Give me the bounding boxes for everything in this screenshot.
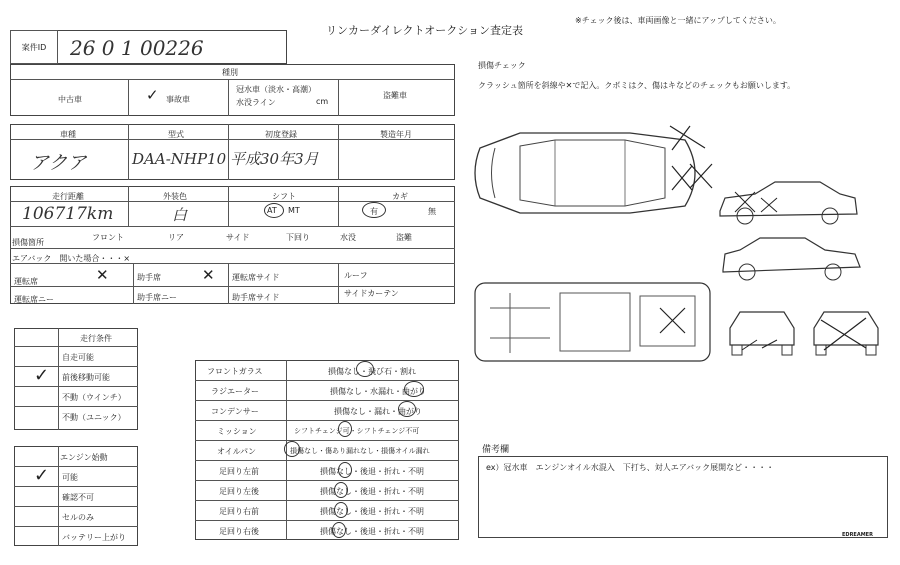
mileage-sep-1 — [128, 186, 129, 226]
engine-row-2 — [14, 486, 138, 487]
airbag-grid-mid — [10, 286, 455, 287]
used-car-option: 中古車 — [58, 95, 82, 104]
driving-row-2 — [14, 366, 138, 367]
windshield-circle — [356, 361, 374, 377]
remarks-text: ex）冠水車 エンジンオイル水混入 下打ち、対人エアバック展開など・・・・ — [486, 463, 775, 472]
damage-check-instruction: クラッシュ箇所を斜線や✕で記入。クボミはク、傷はキなどのチェックもお願いします。 — [478, 81, 796, 90]
part-name: ミッション — [217, 427, 257, 436]
category-sep-1 — [128, 79, 129, 116]
part-name: 足回り右後 — [219, 527, 259, 536]
airbag-passenger-mark: ✕ — [202, 266, 215, 284]
type-value: DAA-NHP10 — [132, 150, 227, 168]
remarks-title: 備考欄 — [482, 445, 510, 455]
driving-winch: 不動（ウインチ） — [62, 393, 126, 402]
driving-self: 自走可能 — [62, 353, 94, 362]
parts-row-5 — [195, 460, 459, 461]
part-options: 損傷なし・後退・折れ・不明 — [320, 467, 424, 476]
damage-area-label: 損傷箇所 — [12, 238, 44, 247]
category-sep-3 — [338, 79, 339, 116]
parts-row-8 — [195, 520, 459, 521]
airbag-driver-knee: 運転席ニー — [14, 295, 54, 304]
type-header: 型式 — [168, 130, 184, 139]
first-reg-value: 平成30年3月 — [230, 150, 319, 168]
car-side-view-left — [715, 176, 865, 231]
engine-possible: 可能 — [62, 473, 78, 482]
driving-check-mark: ✓ — [34, 365, 50, 386]
mileage-header: 走行距離 — [52, 192, 84, 201]
driving-header: 走行条件 — [80, 334, 112, 343]
vehicle-sep-1 — [128, 124, 129, 180]
part-name: オイルパン — [217, 447, 257, 456]
driving-row-4 — [14, 406, 138, 407]
footer-logo: EDREAMER — [842, 532, 873, 538]
parts-row-7 — [195, 500, 459, 501]
driving-col — [58, 328, 59, 430]
damage-under: 下回り — [286, 233, 310, 242]
engine-unknown: 確認不可 — [62, 493, 94, 502]
vehicle-sep-3 — [338, 124, 339, 180]
part-name: 足回り右前 — [219, 507, 259, 516]
first-reg-header: 初度登録 — [265, 130, 297, 139]
susp-rf-circle — [334, 502, 348, 518]
shift-at: AT — [267, 206, 277, 215]
part-options: 損傷なし・傷あり漏れなし・損傷オイル漏れ — [290, 447, 430, 455]
part-options: シフトチェンジ可・シフトチェンジ不可 — [294, 427, 420, 435]
sheet-title: リンカーダイレクトオークション査定表 — [326, 24, 524, 37]
mileage-sep-2 — [228, 186, 229, 226]
part-options: 損傷なし・後退・折れ・不明 — [320, 527, 424, 536]
airbag-roof: ルーフ — [344, 271, 368, 280]
color-header: 外装色 — [163, 192, 187, 201]
stolen-car-option: 盗難車 — [383, 91, 407, 100]
airbag-sep-1 — [133, 263, 134, 304]
airbag-line — [10, 248, 455, 249]
damage-check-title: 損傷チェック — [478, 61, 526, 70]
airbag-title: エアバック 開いた場合・・・× — [12, 254, 131, 263]
car-rear-view — [722, 300, 802, 360]
susp-rr-circle — [332, 522, 346, 538]
part-name: 足回り左後 — [219, 487, 259, 496]
category-divider — [10, 79, 455, 80]
car-front-view — [806, 300, 886, 360]
part-name: 足回り左前 — [219, 467, 259, 476]
engine-row-3 — [14, 506, 138, 507]
accident-car-option: 事故車 — [166, 95, 190, 104]
susp-lr-circle — [334, 482, 348, 498]
flood-line-label: 水没ライン — [236, 98, 276, 107]
airbag-sep-2 — [228, 263, 229, 304]
condenser-circle — [398, 401, 416, 417]
part-options: 損傷なし・水漏れ・曲がり — [330, 387, 426, 396]
mileage-value: 106717km — [22, 204, 114, 224]
case-id-value: 26 0 1 00226 — [70, 36, 204, 60]
damage-front: フロント — [92, 233, 124, 242]
engine-row-4 — [14, 526, 138, 527]
part-options: 損傷なし・漏れ・曲がり — [334, 407, 422, 416]
airbag-side-curtain: サイドカーテン — [344, 289, 399, 298]
susp-lf-circle — [338, 462, 352, 478]
mileage-sep-3 — [338, 186, 339, 226]
damage-flood: 水没 — [340, 233, 356, 242]
accident-check-mark: ✓ — [146, 86, 159, 104]
part-options: 損傷なし・後退・折れ・不明 — [320, 487, 424, 496]
part-options: 損傷なし・飛び石・割れ — [328, 367, 416, 376]
parts-row-1 — [195, 380, 459, 381]
airbag-passenger: 助手席 — [137, 273, 161, 282]
damage-row-line — [10, 226, 455, 227]
part-name: コンデンサー — [211, 407, 259, 416]
engine-row-1 — [14, 466, 138, 467]
shift-mt: MT — [288, 206, 300, 215]
category-sep-2 — [228, 79, 229, 116]
driving-push: 前後移動可能 — [62, 373, 110, 382]
car-model-value: アクア — [30, 152, 87, 174]
airbag-sep-3 — [338, 263, 339, 304]
engine-col — [58, 446, 59, 546]
car-top-view-diagram — [460, 118, 720, 228]
parts-row-3 — [195, 420, 459, 421]
key-no: 無 — [428, 207, 436, 216]
driving-row-3 — [14, 386, 138, 387]
flood-line-unit: cm — [316, 97, 329, 106]
part-name: ラジエーター — [211, 387, 259, 396]
radiator-circle — [404, 381, 424, 397]
case-id-label: 案件ID — [10, 30, 58, 64]
part-name: フロントガラス — [207, 367, 263, 376]
engine-check-mark: ✓ — [34, 465, 50, 486]
manufacture-header: 製造年月 — [380, 130, 412, 139]
oilpan-circle — [284, 441, 300, 457]
shift-header: シフト — [272, 192, 296, 201]
driving-row-1 — [14, 346, 138, 347]
engine-header: エンジン始動 — [60, 453, 108, 462]
car-underbody-diagram — [470, 278, 720, 368]
damage-stolen: 盗難 — [396, 233, 412, 242]
upload-note: ※チェック後は、車両画像と一緒にアップしてください。 — [575, 16, 781, 25]
airbag-driver-mark: ✕ — [96, 266, 109, 284]
airbag-driver: 運転席 — [14, 277, 38, 286]
parts-row-6 — [195, 480, 459, 481]
vehicle-sep-2 — [228, 124, 229, 180]
damage-side: サイド — [226, 233, 250, 242]
mission-circle — [338, 421, 352, 437]
damage-rear: リア — [168, 233, 184, 242]
parts-row-2 — [195, 400, 459, 401]
parts-row-4 — [195, 440, 459, 441]
color-value: 白 — [172, 206, 188, 224]
car-side-view-right — [715, 232, 865, 287]
part-options: 損傷なし・後退・折れ・不明 — [320, 507, 424, 516]
airbag-grid-top — [10, 263, 455, 264]
driving-unic: 不動（ユニック） — [62, 413, 126, 422]
key-header: カギ — [392, 192, 408, 201]
airbag-passenger-knee: 助手席ニー — [137, 293, 177, 302]
engine-cell-only: セルのみ — [62, 513, 94, 522]
flood-car-option: 冠水車（淡水・高潮） — [236, 85, 316, 94]
key-yes: 有 — [370, 207, 378, 216]
airbag-passenger-side: 助手席サイド — [232, 293, 280, 302]
engine-battery-dead: バッテリー上がり — [62, 533, 126, 542]
category-label: 種別 — [222, 68, 238, 77]
airbag-driver-side: 運転席サイド — [232, 273, 280, 282]
car-model-header: 車種 — [60, 130, 76, 139]
